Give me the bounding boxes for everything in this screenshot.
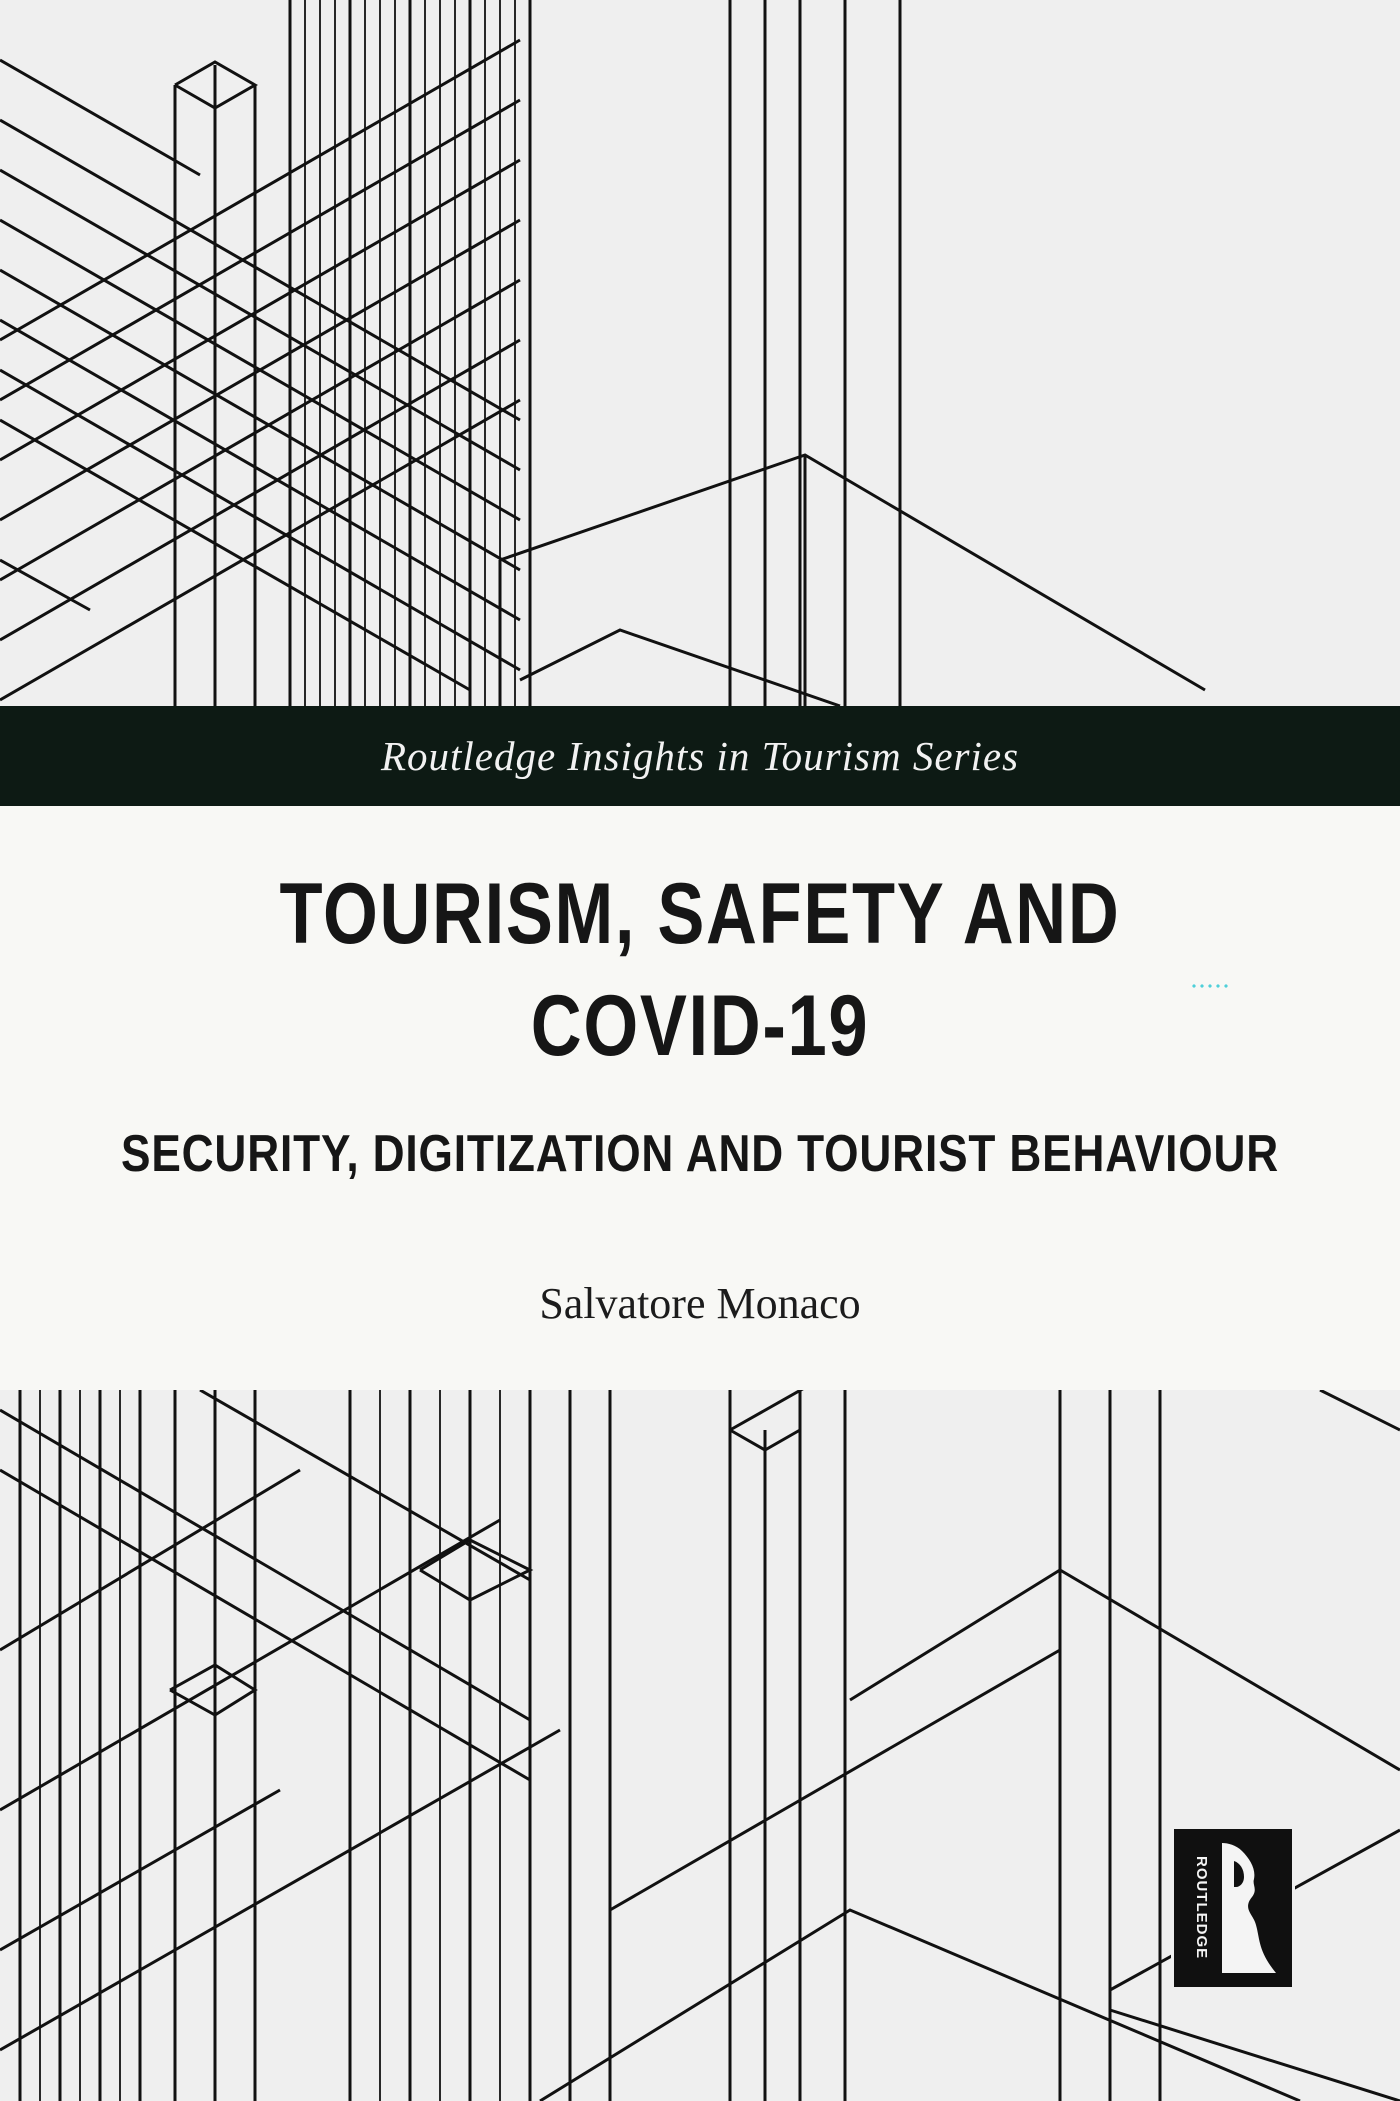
book-title [126,858,1274,1082]
author-name: Salvatore Monaco [539,1279,861,1328]
logo-wordmark: ROUTLEDGE [1193,1856,1210,1960]
profile-silhouette-icon [1214,1839,1284,1977]
isometric-lines-illustration-top [0,0,1400,706]
book-title-line-2: COVID-19 [530,978,870,1074]
series-name: Routledge Insights in Tourism Series [380,733,1020,779]
title-panel [0,806,1400,1390]
isometric-lines-illustration-bottom [0,1390,1400,2101]
cover-art-top [0,0,1400,706]
book-title-line-1: TOURISM, SAFETY AND [279,866,1121,962]
series-band [0,706,1400,806]
book-subtitle: SECURITY, DIGITIZATION AND TOURIST BEHAVIOUR [121,1125,1279,1183]
cover-art-bottom [0,1390,1400,2101]
routledge-logo-icon [1174,1829,1292,1987]
